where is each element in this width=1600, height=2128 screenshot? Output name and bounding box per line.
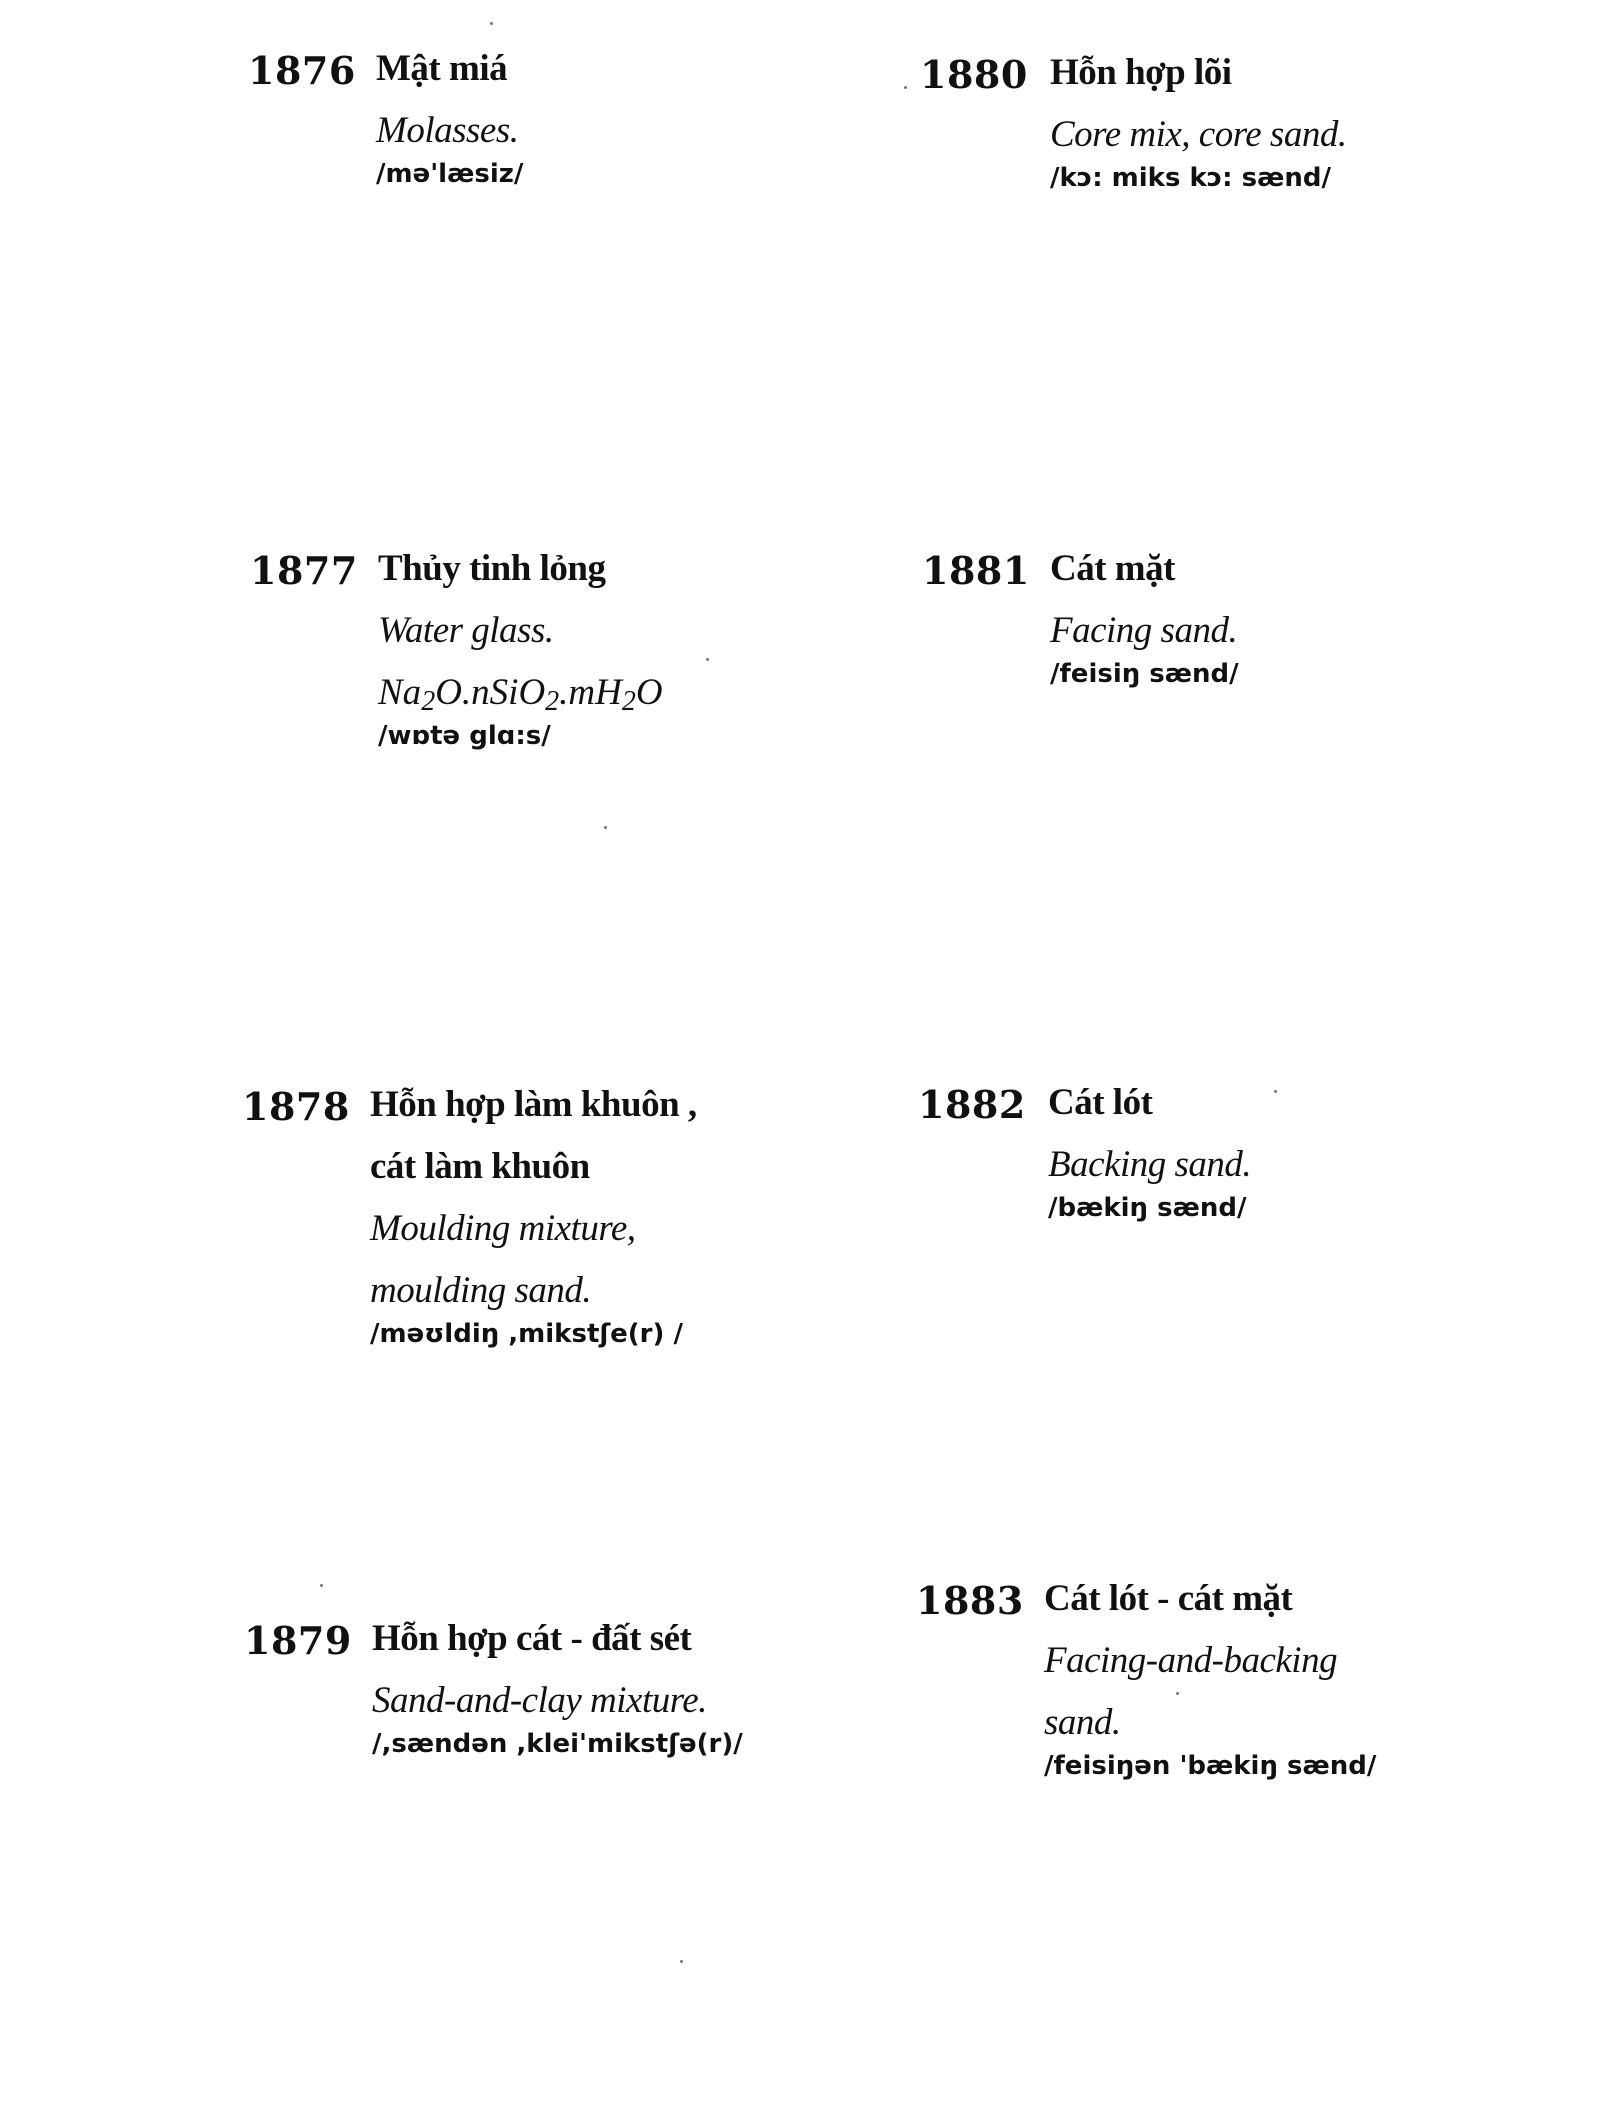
vietnamese-term: Mật miá xyxy=(376,48,508,89)
english-term: Water glass. xyxy=(378,610,554,651)
entry-number: 1883 xyxy=(916,1578,1024,1623)
pronunciation: /bækiŋ sænd/ xyxy=(1048,1193,1247,1223)
scan-speck xyxy=(604,826,607,829)
vietnamese-term: Cát mặt xyxy=(1050,548,1175,589)
english-term: Backing sand. xyxy=(1048,1144,1252,1185)
pronunciation: /feisiŋ sænd/ xyxy=(1050,659,1239,689)
pronunciation: /,sændən ,klei'mikstʃə(r)/ xyxy=(372,1729,743,1759)
vietnamese-term: Cát lót - cát mặt xyxy=(1044,1578,1293,1619)
english-term: Facing-and-backing xyxy=(1044,1640,1338,1681)
vietnamese-term: Hỗn hợp làm khuôn , xyxy=(370,1084,697,1125)
english-term: Moulding mixture, xyxy=(370,1208,636,1249)
english-term: moulding sand. xyxy=(370,1270,592,1311)
scan-speck xyxy=(490,22,493,25)
pronunciation: /məʊldiŋ ,mikstʃe(r) / xyxy=(370,1319,683,1349)
english-term: Sand-and-clay mixture. xyxy=(372,1680,707,1721)
pronunciation: /feisiŋən 'bækiŋ sænd/ xyxy=(1044,1751,1377,1781)
english-term: Core mix, core sand. xyxy=(1050,114,1347,155)
entry-number: 1877 xyxy=(250,548,358,593)
entry-number: 1880 xyxy=(920,52,1028,97)
english-term: Molasses. xyxy=(376,110,519,151)
vietnamese-term: Hỗn hợp cát - đất sét xyxy=(372,1618,692,1659)
scan-speck xyxy=(904,86,907,89)
entry-number: 1882 xyxy=(918,1082,1026,1127)
english-term: sand. xyxy=(1044,1702,1121,1743)
pronunciation: /mə'læsiz/ xyxy=(376,159,524,189)
entry-number: 1878 xyxy=(242,1084,350,1129)
scan-speck xyxy=(706,658,709,661)
pronunciation: /wɒtə glɑ:s/ xyxy=(378,721,551,751)
chemical-formula: $Na_2O.nSiO_2.mH_2O$ xyxy=(378,672,663,717)
scan-speck xyxy=(680,1960,683,1963)
english-term: Facing sand. xyxy=(1050,610,1238,651)
scan-speck xyxy=(1176,1692,1179,1695)
vietnamese-term: Thủy tinh lỏng xyxy=(378,548,606,589)
scan-speck xyxy=(320,1584,323,1587)
entry-number: 1879 xyxy=(244,1618,352,1663)
entry-number: 1876 xyxy=(248,48,356,93)
vietnamese-term: Hỗn hợp lõi xyxy=(1050,52,1232,93)
vietnamese-term: cát làm khuôn xyxy=(370,1146,590,1187)
scan-speck xyxy=(1274,1090,1277,1093)
pronunciation: /kɔ: miks kɔ: sænd/ xyxy=(1050,163,1331,193)
entry-number: 1881 xyxy=(922,548,1030,593)
vietnamese-term: Cát lót xyxy=(1048,1082,1153,1123)
